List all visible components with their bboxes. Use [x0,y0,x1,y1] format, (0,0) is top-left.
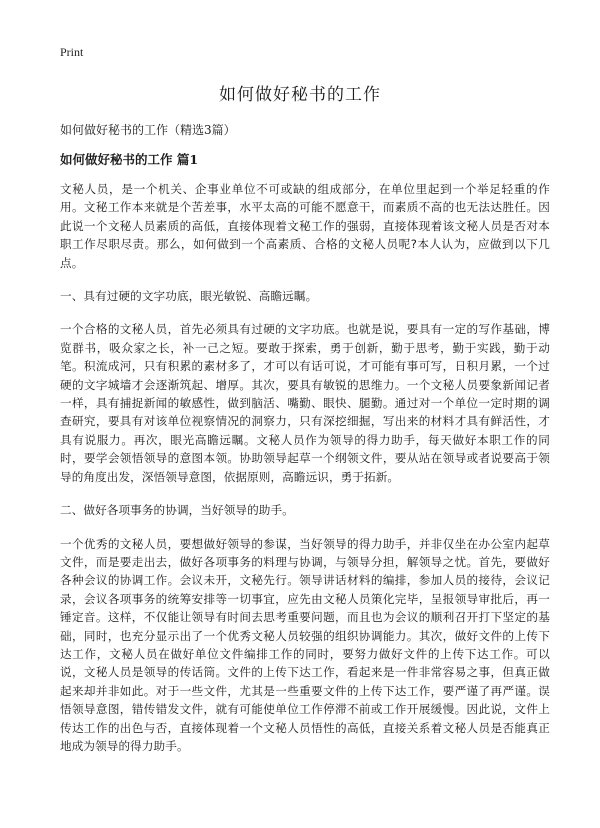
paragraph-body-1: 一个合格的文秘人员，首先必须具有过硬的文字功底。也就是说，要具有一定的写作基础，博览群书，吸众家之长，补一己之短。要敢于探索，勇于创新，勤于思考，勤于实践，勤于动笔。积流成河，只有积累的素材多了，才可以有话可说，才可能有事可写，日积月累，一个过硬的文字城墙才会逐渐筑起、增厚。其次，要具有敏锐的思维力。一个文秘人员要象新闻记者一样，具有捕捉新闻的敏感性，做到脑活、嘴勤、眼快、腿勤。通过对一个单位一定时期的调查研究，要具有对该单位视察情况的洞察力，只有深挖细掘，写出来的材料才具有鲜活性，才具有说服力。再次，眼光高瞻远瞩。文秘人员作为领导的得力助手，每天做好本职工作的同时，要学会领悟领导的意图本领。协助领导起草一个纲领文件，要从站在领导或者说要高于领导的角度出发，深悟领导意图，依据原则，高瞻远识，勇于拓新。 [60,322,550,484]
article-body [60,180,550,770]
page-title: 如何做好秘书的工作 [219,85,381,105]
paragraph-subheading-2: 二、做好各项事务的协调，当好领导的助手。 [60,503,294,518]
paragraph-body-2: 一个优秀的文秘人员，要想做好领导的参谋，当好领导的得力助手，并非仅坐在办公室内起草文件，而是要走出去，做好各项事务的料理与协调，与领导分担，解领导之忧。首先，要做好各种会议的协调工作。会议未开，文秘先行。领导讲话材料的编排，参加人员的接待，会议记录，会议各项事务的统筹安排等一切事宜，应先由文秘人员策化完毕，呈报领导审批后，再一锤定音。这样，不仅能让领导有时间去思考重要问题，而且也为会议的顺利召开打下坚定的基础，同时，也充分显示出了一个优秀文秘人员较强的组织协调能力。其次，做好文件的上传下达工作，文秘人员在做好单位文件编排工作的同时，要努力做好文件的上传下达工作。可以说，文秘人员是领导的传话筒。文件的上传下达工作，看起来是一件非常容易之事，但真正做起来却并非如此。对于一些文件，尤其是一些重要文件的上传下达工作，要严谨了再严谨。误悟领导意图，错传错发文件，就有可能使单位工作停滞不前或工作开展缓慢。因此说，文件上传达工作的出色与否，直接体现着一个文秘人员悟性的高低，直接关系着文秘人员是否能真正地成为领导的得力助手。 [60,536,550,753]
paragraph-intro: 文秘人员，是一个机关、企事业单位不可或缺的组成部分，在单位里起到一个举足轻重的作用。文秘工作本来就是个苦差事，水平太高的可能不愿意干，而素质不高的也无法达胜任。因此说一个文秘人员素质的高低，直接体现着文秘工作的强弱，直接体现着该文秘人员是否对本职工作尽职尽责。那么，如何做到一个高素质、合格的文秘人员呢?本人认为，应做到以下几点。 [60,182,550,270]
print-link[interactable]: Print [60,45,84,59]
document-subtitle: 如何做好秘书的工作（精选3篇） [60,123,236,137]
paragraph-subheading-1: 一、具有过硬的文字功底，眼光敏锐、高瞻远瞩。 [60,289,318,304]
section-heading: 如何做好秘书的工作 篇1 [60,152,199,167]
